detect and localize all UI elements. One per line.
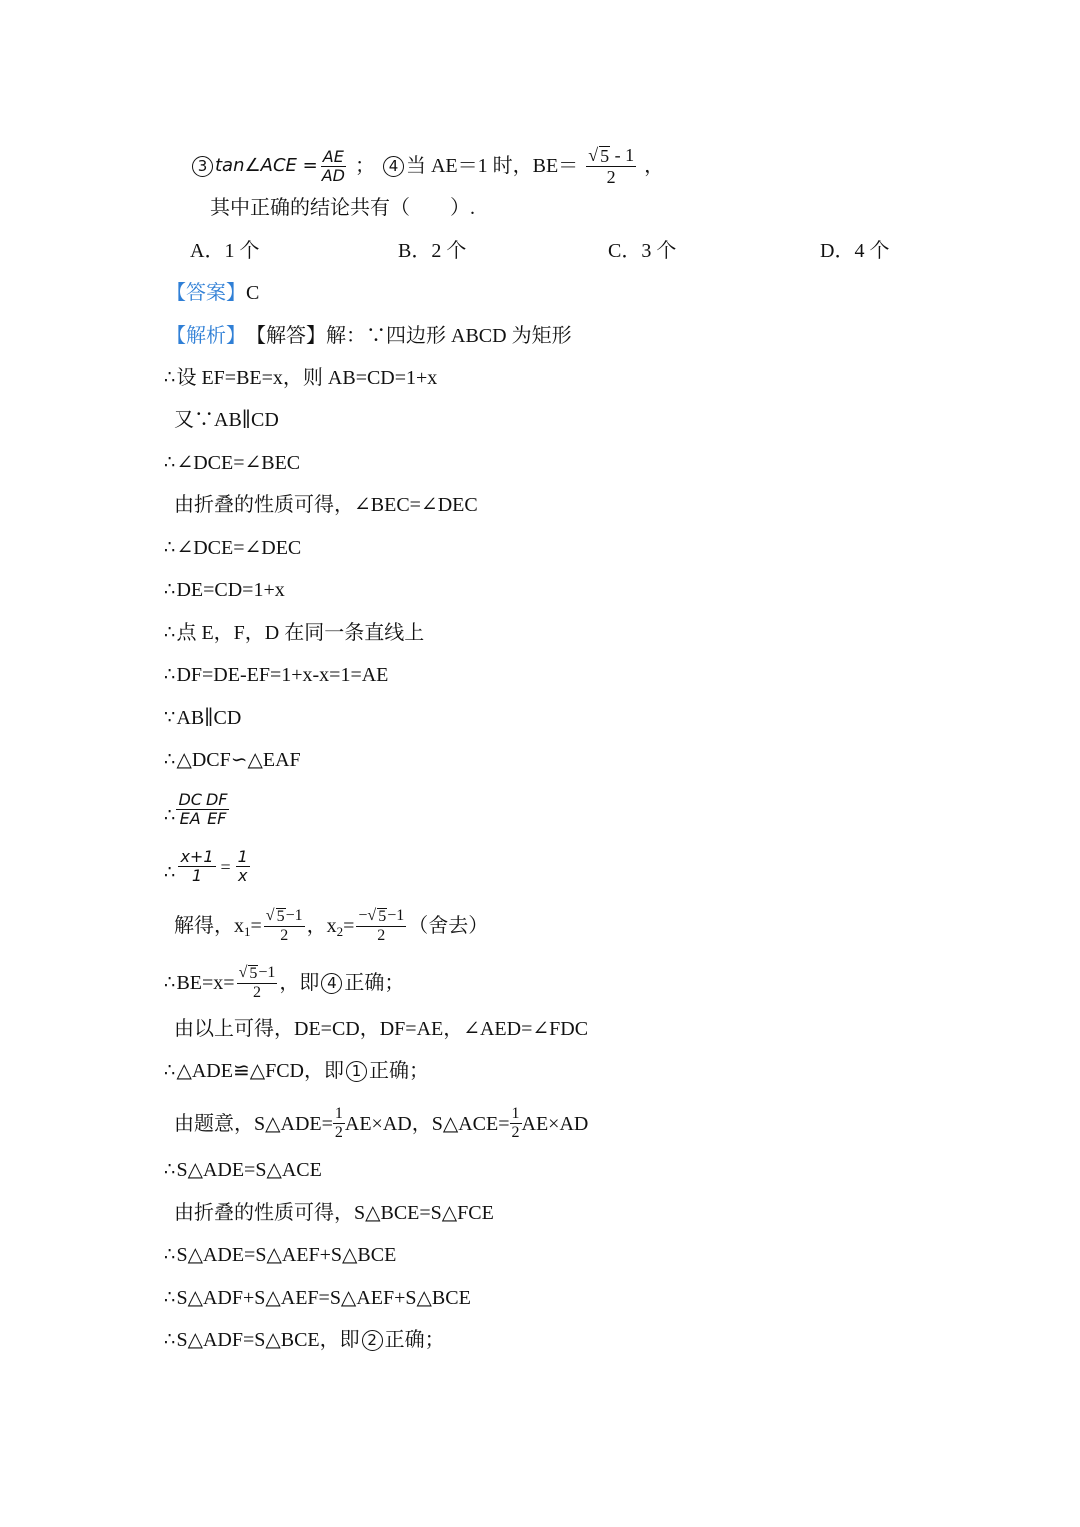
answer-line xyxy=(166,279,259,307)
step-line-solve: 解得，x 1 = √ 5 −1 2 ，x 2 = − √ 5 −1 2 （舍去） xyxy=(174,907,489,944)
fraction-x1: √ 5 −1 2 xyxy=(265,907,303,944)
step-line-3: ∴ ∠DCE=∠BEC xyxy=(164,452,301,474)
step-line-equation: ∴ $\frac{x+1}{1}$ = $\frac{1}{x}$ xyxy=(164,847,248,885)
fraction-dc-ea: $\frac{DC}{EA}$ xyxy=(178,790,202,828)
item4-end: ， xyxy=(644,155,665,177)
step-line-be: ∴ BE=x= √ 5 −1 2 ，即 4 正确； xyxy=(164,964,405,1001)
step-line-10: ∴ △DCF∽△EAF xyxy=(164,749,301,771)
fraction-sqrt5-minus-1-over-2: √ 5 - 1 2 xyxy=(588,145,635,187)
analysis-intro: 【解答】解：∵四边形 ABCD 为矩形 xyxy=(246,325,572,347)
circled-number-4: 4 xyxy=(321,973,342,994)
separator: ； xyxy=(354,155,375,177)
step-line-7: ∴ 点 E，F，D 在同一条直线上 xyxy=(164,622,425,644)
circled-number-2: 2 xyxy=(362,1330,383,1351)
fraction-ae-ad: $\frac{AE}{AD}$ xyxy=(321,146,345,185)
fraction-half-2: $\frac{1}{2}$ xyxy=(511,1105,520,1141)
step-line-fold-area: 由折叠的性质可得，S△BCE=S△FCE xyxy=(174,1202,494,1224)
step-line-summary: 由以上可得，DE=CD，DF=AE，∠AED=∠FDC xyxy=(174,1018,589,1040)
question-items-line xyxy=(190,146,664,186)
step-line-2: 又∵AB∥CD xyxy=(174,409,279,431)
fraction-half-1: $\frac{1}{2}$ xyxy=(334,1105,343,1141)
step-line-1: ∴ 设 EF=BE=x，则 AB=CD=1+x xyxy=(164,367,438,389)
circled-number-4: 4 xyxy=(383,156,404,177)
step-line-area-sum: ∴ S△ADE=S△AEF+S△BCE xyxy=(164,1244,397,1266)
step-line-6: ∴ DE=CD=1+x xyxy=(164,579,285,601)
fraction-df-ef: $\frac{DF}{EF}$ xyxy=(205,790,228,828)
circled-number-1: 1 xyxy=(346,1061,367,1082)
option-d: D．4 个 xyxy=(820,240,890,262)
step-line-ratio: ∴ $\frac{DC}{EA}$ $\frac{DF}{EF}$ xyxy=(164,790,228,828)
step-line-9: ∵ AB∥CD xyxy=(164,707,242,729)
answer-value: C xyxy=(246,282,260,304)
step-line-area: 由题意，S△ADE= $\frac{1}{2}$ AE×AD，S△ACE= $\frac{1}{2}$ AE×AD xyxy=(174,1105,589,1141)
analysis-label: 【解析】 xyxy=(166,325,246,347)
fraction-1-over-x: $\frac{1}{x}$ xyxy=(237,847,248,885)
step-line-5: ∴ ∠DCE=∠DEC xyxy=(164,537,302,559)
fraction-x2: − √ 5 −1 2 xyxy=(358,907,405,944)
question-prompt: 其中正确的结论共有（ ）. xyxy=(210,197,475,219)
step-line-congruent: ∴ △ADE≌△FCD，即 1 正确； xyxy=(164,1060,429,1082)
option-b: B．2 个 xyxy=(398,240,467,262)
step-line-area-sum-2: ∴ S△ADF+S△AEF=S△AEF+S△BCE xyxy=(164,1287,471,1309)
step-line-4: 由折叠的性质可得，∠BEC=∠DEC xyxy=(174,494,478,516)
step-line-conclusion: ∴ S△ADF=S△BCE，即 2 正确； xyxy=(164,1329,445,1351)
answer-label: 【答案】 xyxy=(166,282,246,304)
item4-text: 当 AE＝1 时，BE＝ xyxy=(405,155,579,177)
tan-expression: tan∠ACE = xyxy=(215,155,318,176)
option-a: A．1 个 xyxy=(190,240,260,262)
fraction-be-value: √ 5 −1 2 xyxy=(238,964,276,1001)
analysis-intro-line xyxy=(166,322,572,350)
circled-number-3: 3 xyxy=(192,156,213,177)
step-line-8: ∴ DF=DE-EF=1+x-x=1=AE xyxy=(164,664,389,686)
fraction-x-plus-1-over-1: $\frac{x+1}{1}$ xyxy=(180,847,214,885)
step-line-area-equal: ∴ S△ADE=S△ACE xyxy=(164,1159,322,1181)
option-c: C．3 个 xyxy=(608,240,677,262)
